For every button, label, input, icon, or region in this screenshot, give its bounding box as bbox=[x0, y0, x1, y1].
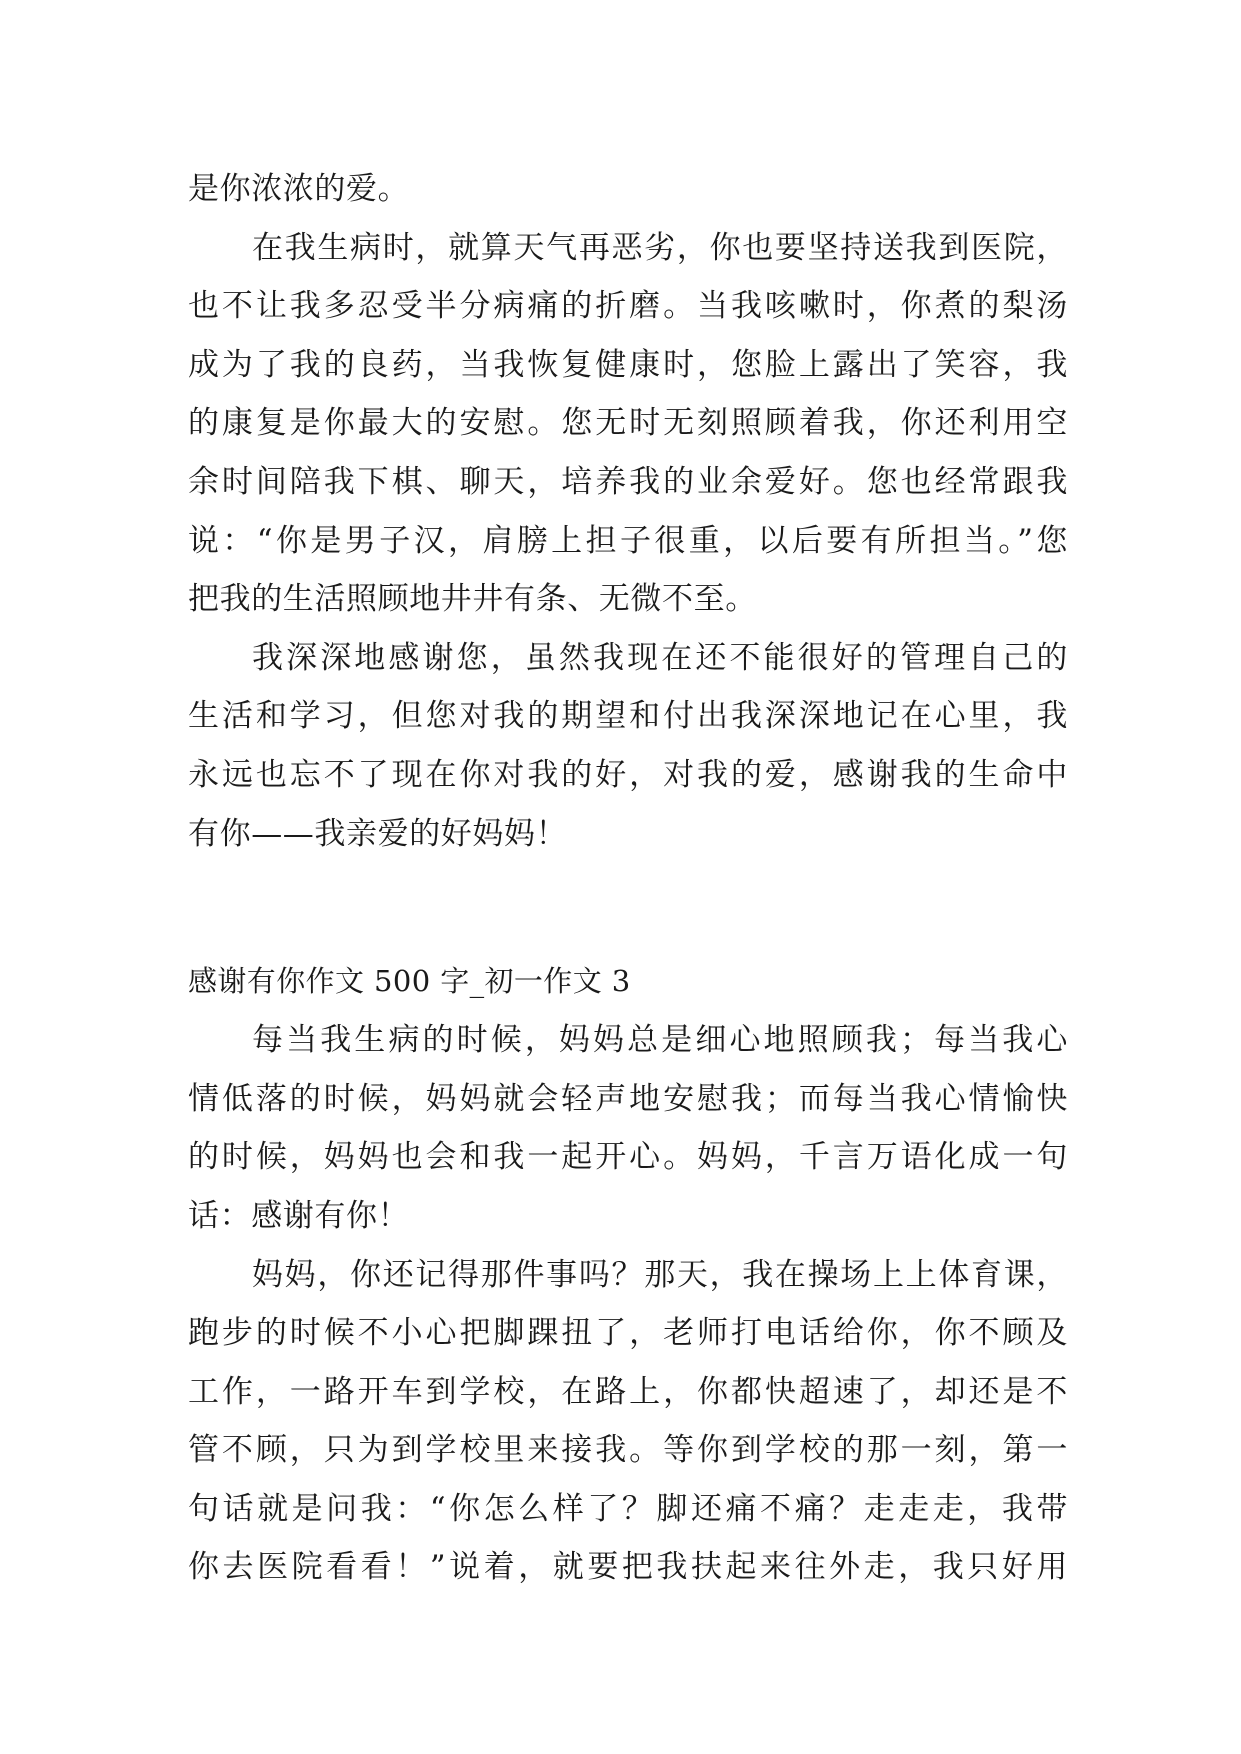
section-spacer bbox=[188, 863, 1068, 951]
paragraph-line: 成为了我的良药，当我恢复健康时，您脸上露出了笑容，我 bbox=[188, 346, 1068, 383]
paragraph-line: 我深深地感谢您，虽然我现在还不能很好的管理自己的 bbox=[252, 639, 1068, 676]
paragraph-line: 生活和学习，但您对我的期望和付出我深深地记在心里，我 bbox=[188, 698, 1068, 735]
paragraph-line: 跑步的时候不小心把脚踝扭了，老师打电话给你，你不顾及 bbox=[188, 1315, 1068, 1352]
paragraph-line: 管不顾，只为到学校里来接我。等你到学校的那一刻，第一 bbox=[188, 1432, 1068, 1469]
paragraph-line: 余时间陪我下棋、聊天，培养我的业余爱好。您也经常跟我 bbox=[188, 463, 1068, 500]
paragraph-line: 每当我生病的时候，妈妈总是细心地照顾我；每当我心 bbox=[252, 1022, 1068, 1059]
paragraph-line: 有你——我亲爱的好妈妈！ bbox=[188, 815, 568, 852]
paragraph-line: 是你浓浓的爱。 bbox=[188, 171, 410, 207]
paragraph-line: 工作，一路开车到学校，在路上，你都快超速了，却还是不 bbox=[188, 1373, 1068, 1410]
paragraph-line: 你去医院看看！”说着，就要把我扶起来往外走，我只好用 bbox=[188, 1549, 1068, 1586]
document-body bbox=[188, 160, 1068, 1597]
paragraph-line: 话：感谢有你！ bbox=[188, 1197, 410, 1234]
paragraph-line: 在我生病时，就算天气再恶劣，你也要坚持送我到医院， bbox=[252, 229, 1068, 266]
paragraph-line: 情低落的时候，妈妈就会轻声地安慰我；而每当我心情愉快 bbox=[188, 1080, 1068, 1117]
paragraph-line: 句话就是问我：“你怎么样了？脚还痛不痛？走走走，我带 bbox=[188, 1490, 1068, 1527]
paragraph-line: 说：“你是男子汉，肩膀上担子很重，以后要有所担当。”您 bbox=[188, 522, 1068, 559]
paragraph-line: 把我的生活照顾地井井有条、无微不至。 bbox=[188, 581, 757, 618]
paragraph-line: 的康复是你最大的安慰。您无时无刻照顾着我，你还利用空 bbox=[188, 405, 1068, 442]
paragraph-line: 的时候，妈妈也会和我一起开心。妈妈，千言万语化成一句 bbox=[188, 1139, 1068, 1176]
paragraph-line: 永远也忘不了现在你对我的好，对我的爱，感谢我的生命中 bbox=[188, 756, 1068, 793]
section-title: 感谢有你作文 500 字_初一作文 3 bbox=[188, 964, 631, 999]
paragraph-line: 也不让我多忍受半分病痛的折磨。当我咳嗽时，你煮的梨汤 bbox=[188, 288, 1068, 325]
paragraph-line: 妈妈，你还记得那件事吗？那天，我在操场上上体育课， bbox=[252, 1256, 1068, 1293]
